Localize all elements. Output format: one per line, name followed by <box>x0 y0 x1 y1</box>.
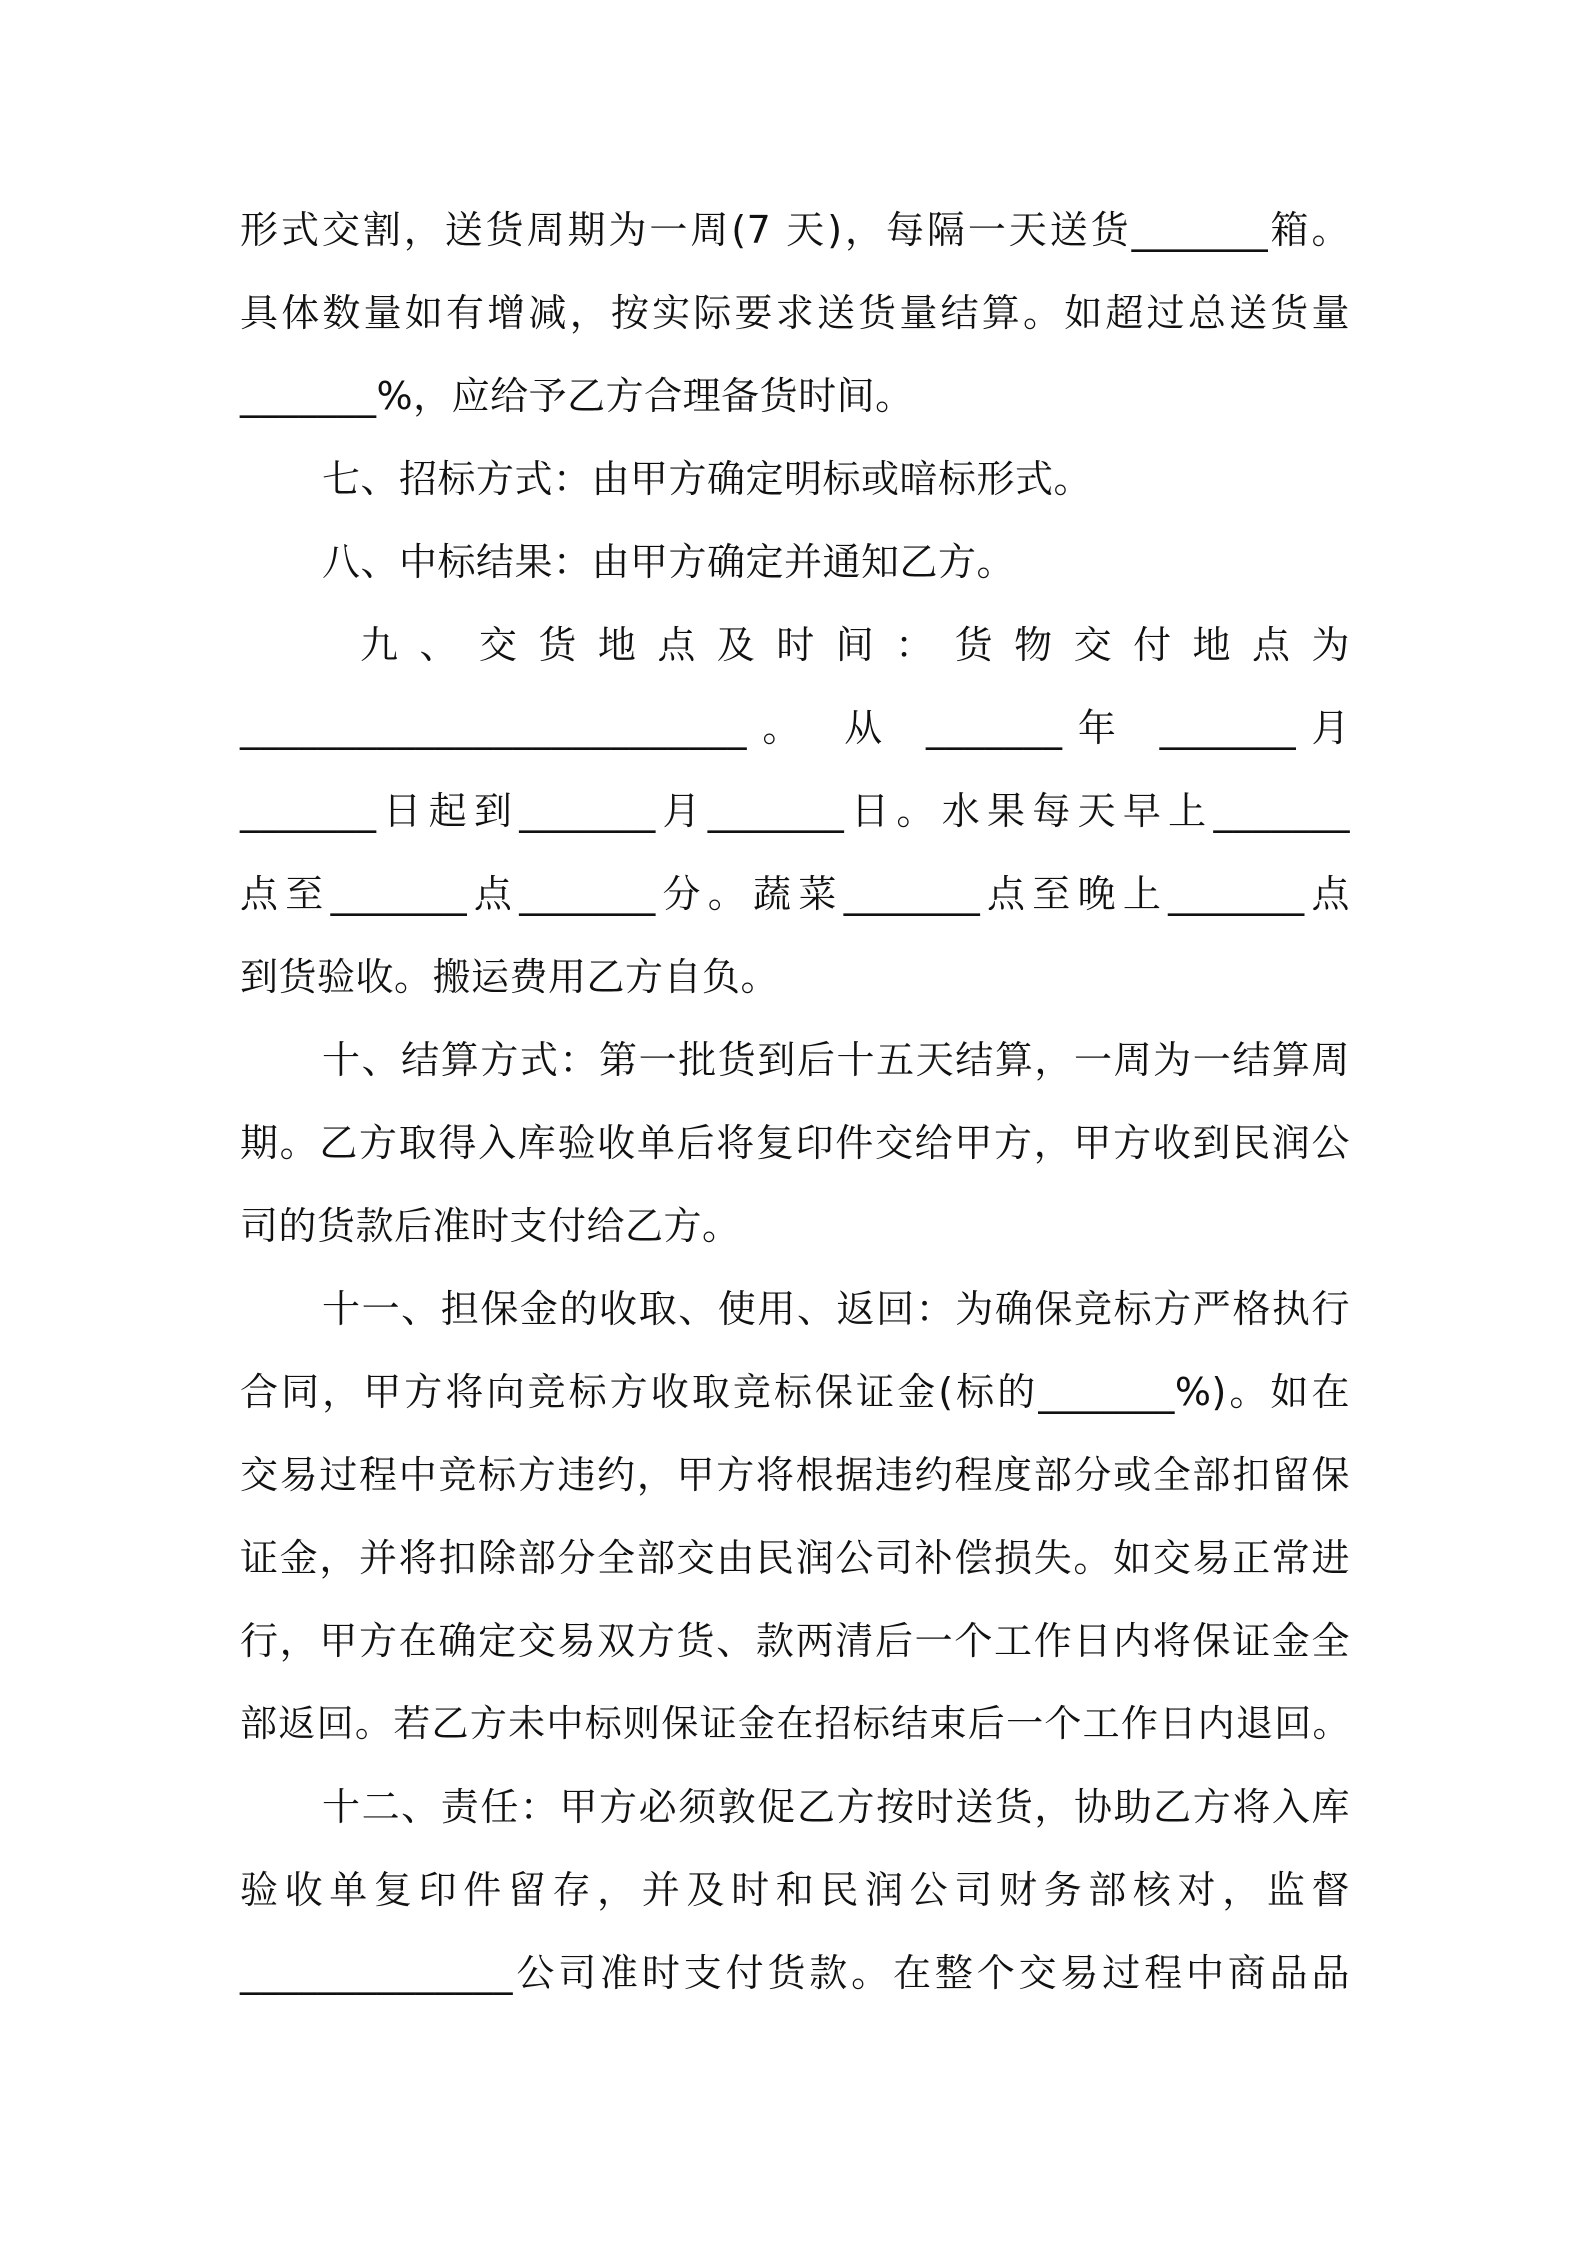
text-line: 期。乙方取得入库验收单后将复印件交给甲方，甲方收到民润公 <box>240 1121 1350 1165</box>
text-line: ______________公司准时支付货款。在整个交易过程中商品品 <box>240 1951 1350 1995</box>
text-line: 交易过程中竞标方违约，甲方将根据违约程度部分或全部扣留保 <box>240 1453 1350 1497</box>
clause-nine-heading: 九 、 交 货 地 点 及 时 间 ： 货 物 交 付 地 点 为 <box>360 623 1350 667</box>
text-line: __________________________。 从 _______年 _______月 <box>240 706 1350 750</box>
text-line: 证金，并将扣除部分全部交由民润公司补偿损失。如交易正常进 <box>240 1536 1350 1580</box>
text-line: 部返回。若乙方未中标则保证金在招标结束后一个工作日内退回。 <box>240 1702 1350 1745</box>
clause-eleven-heading: 十一、担保金的收取、使用、返回：为确保竞标方严格执行 <box>322 1287 1350 1331</box>
text-line: 形式交割，送货周期为一周(7 天)，每隔一天送货_______箱。 <box>240 208 1350 252</box>
text-line: 点至_______点_______分。蔬菜_______点至晚上_______点 <box>240 872 1350 916</box>
text-line: _______日起到_______月_______日。水果每天早上_______ <box>240 789 1350 833</box>
clause-eight-heading: 八、中标结果：由甲方确定并通知乙方。 <box>322 540 1016 584</box>
text-line: 合同，甲方将向竞标方收取竞标保证金(标的_______%)。如在 <box>240 1370 1350 1414</box>
text-line: 验收单复印件留存，并及时和民润公司财务部核对，监督 <box>240 1868 1350 1912</box>
text-line: 到货验收。搬运费用乙方自负。 <box>240 955 780 999</box>
clause-ten-heading: 十、结算方式：第一批货到后十五天结算，一周为一结算周 <box>322 1038 1350 1082</box>
text-line: 具体数量如有增减，按实际要求送货量结算。如超过总送货量 <box>240 291 1350 335</box>
clause-twelve-heading: 十二、责任：甲方必须敦促乙方按时送货，协助乙方将入库 <box>322 1785 1350 1829</box>
text-line: 行，甲方在确定交易双方货、款两清后一个工作日内将保证金全 <box>240 1619 1350 1663</box>
text-line: _______%，应给予乙方合理备货时间。 <box>240 374 914 418</box>
clause-seven-heading: 七、招标方式：由甲方确定明标或暗标形式。 <box>322 457 1093 501</box>
text-line: 司的货款后准时支付给乙方。 <box>240 1204 741 1248</box>
